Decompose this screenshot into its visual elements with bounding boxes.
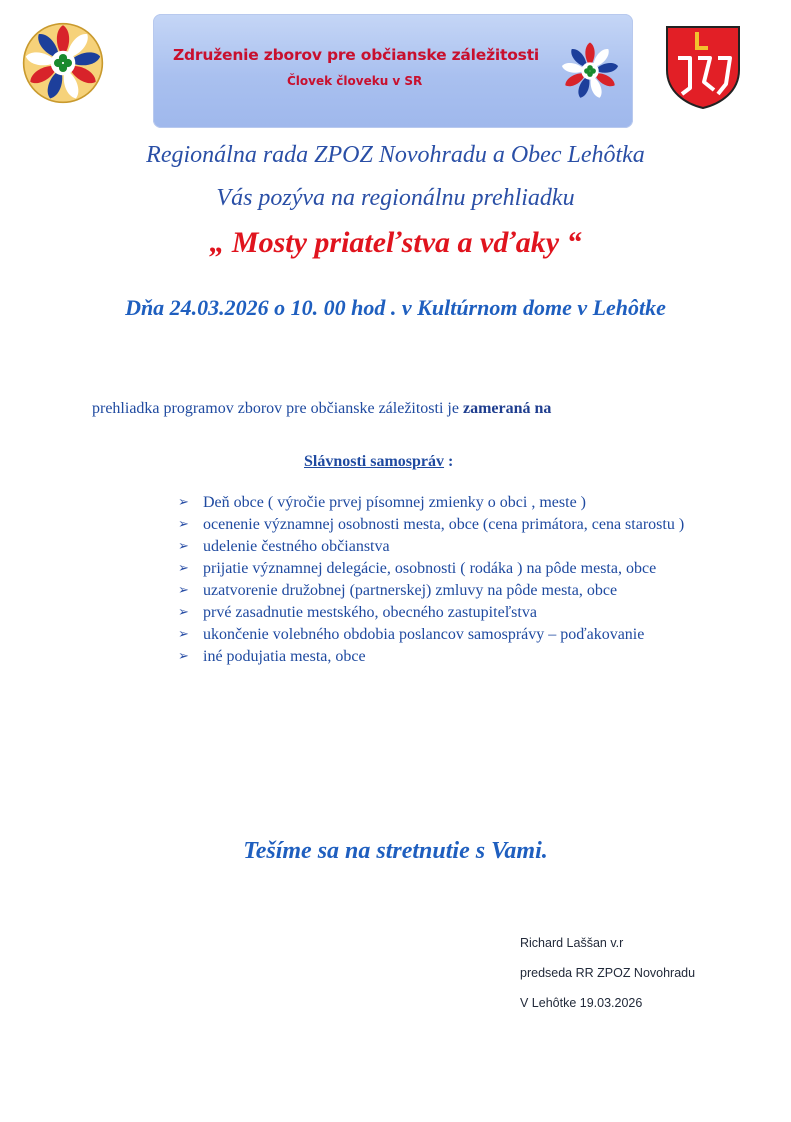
arrow-bullet-icon: ➢: [178, 561, 189, 576]
arrow-bullet-icon: ➢: [178, 539, 189, 554]
zpoz-emblem-icon: [559, 40, 621, 102]
list-item: [178, 493, 718, 513]
list-item: [178, 559, 718, 579]
list-item-text: prijatie významnej delegácie, osobnosti ( rodáka ) na pôde mesta, obce: [203, 560, 657, 577]
signature-role: predseda RR ZPOZ Novohradu: [520, 966, 696, 980]
signature-place-date: V Lehôtke 19.03.2026: [520, 996, 643, 1010]
list-item-text: ukončenie volebného obdobia poslancov samosprávy – poďakovanie: [203, 626, 645, 643]
intro-paragraph: [92, 400, 551, 418]
section-heading: [304, 453, 453, 471]
closing-line: Tešíme sa na stretnutie s Vami.: [243, 838, 548, 864]
signature-name: Richard Laššan v.r: [520, 936, 624, 950]
banner-subtitle: Človek človeku v SR: [287, 74, 423, 88]
list-item-text: uzatvorenie družobnej (partnerskej) zmluvy na pôde mesta, obce: [203, 582, 618, 599]
arrow-bullet-icon: ➢: [178, 517, 189, 532]
list-item-text: Deň obce ( výročie prvej písomnej zmienky o obci , meste ): [203, 494, 586, 511]
intro-text: prehliadka programov zborov pre občianske záležitosti je: [92, 400, 463, 417]
list-item: [178, 581, 718, 601]
list-item-text: prvé zasadnutie mestského, obecného zastupiteľstva: [203, 604, 537, 621]
association-banner: [153, 14, 633, 128]
arrow-bullet-icon: ➢: [178, 649, 189, 664]
arrow-bullet-icon: ➢: [178, 495, 189, 510]
zpoz-emblem-icon: [22, 22, 104, 104]
event-types-list: [178, 493, 718, 669]
invitation-line: Vás pozýva na regionálnu prehliadku: [216, 185, 575, 211]
list-item: [178, 603, 718, 623]
list-item: [178, 647, 718, 667]
list-item: [178, 537, 718, 557]
list-item: [178, 625, 718, 645]
list-item-text: ocenenie významnej osobnosti mesta, obce (cena primátora, cena starostu ): [203, 516, 685, 533]
list-item-text: iné podujatia mesta, obce: [203, 648, 366, 665]
banner-title: Združenie zborov pre občianske záležitosti: [173, 46, 540, 64]
arrow-bullet-icon: ➢: [178, 605, 189, 620]
arrow-bullet-icon: ➢: [178, 627, 189, 642]
arrow-bullet-icon: ➢: [178, 583, 189, 598]
list-item-text: udelenie čestného občianstva: [203, 538, 390, 555]
coat-of-arms-icon: [664, 24, 742, 110]
section-heading-text: Slávnosti samospráv: [304, 453, 445, 470]
section-heading-colon: :: [444, 453, 454, 470]
event-date-location: Dňa 24.03.2026 o 10. 00 hod . v Kultúrnom dome v Lehôtke: [125, 295, 666, 320]
organizer-line: Regionálna rada ZPOZ Novohradu a Obec Lehôtka: [146, 142, 645, 168]
list-item: [178, 515, 718, 535]
event-title: „ Mosty priateľstva a vďaky “: [209, 226, 582, 259]
intro-emphasis: zameraná na: [462, 400, 552, 417]
